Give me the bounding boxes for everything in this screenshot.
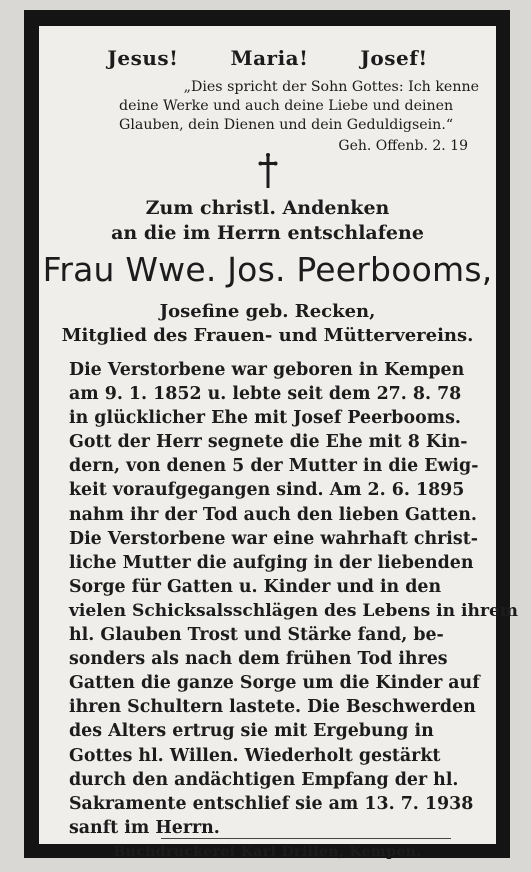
verse-reference: Geh. Offenb. 2. 19 — [338, 138, 468, 154]
biography-line: Sorge für Gatten u. Kinder und in den — [69, 576, 442, 597]
biography-line: hl. Glauben Trost und Stärke fand, be- — [69, 625, 444, 646]
divider-rule — [161, 838, 451, 839]
maiden-name-line: Josefine geb. Recken, — [159, 301, 376, 322]
biography-line: vielen Schicksalsschlägen des Lebens in ihrem — [69, 600, 518, 621]
biography-line: durch den andächtigen Empfang der hl. — [69, 769, 459, 790]
biography-line: nahm ihr der Tod auch den lieben Gatten. — [69, 504, 477, 525]
biography-line: am 9. 1. 1852 u. lebte seit dem 27. 8. 78 — [69, 384, 462, 405]
invocation-josef: Josef! — [360, 46, 428, 70]
biography-text — [69, 358, 521, 840]
membership-line: Mitglied des Frauen- und Müttervereins. — [61, 325, 474, 346]
biography-line: liche Mutter die aufging in der liebenden — [69, 552, 474, 573]
biography-line: ihren Schultern lastete. Die Beschwerden — [69, 697, 476, 718]
biography-line: dern, von denen 5 der Mutter in die Ewig- — [69, 456, 479, 477]
memorial-heading — [39, 196, 496, 246]
invocation-jesus: Jesus! — [107, 46, 179, 70]
deceased-subtitle — [39, 300, 496, 348]
bible-verse — [119, 78, 479, 135]
card-paper — [39, 26, 518, 860]
biography-line: keit voraufgegangen sind. Am 2. 6. 1895 — [69, 480, 465, 501]
biography-line: Gatten die ganze Sorge um die Kinder auf — [69, 673, 480, 694]
biography-line: Die Verstorbene war geboren in Kempen — [69, 360, 465, 380]
biography-line: Gottes hl. Willen. Wiederholt gestärkt — [69, 745, 441, 766]
biography-line: Sakramente entschlief sie am 13. 7. 1938 — [69, 793, 474, 814]
invocation-line — [39, 46, 496, 70]
mourning-card-border — [24, 10, 518, 860]
verse-line-3: Glauben, dein Dienen und dein Geduldigsein.“ — [119, 117, 454, 133]
biography-line: des Alters ertrug sie mit Ergebung in — [69, 721, 434, 742]
memorial-line-1: Zum christl. Andenken — [145, 197, 390, 219]
deceased-name: Frau Wwe. Jos. Peerbooms, — [42, 250, 493, 289]
printer-imprint: Buchdruckerei Karl Drillen, Kempen. — [113, 844, 422, 860]
verse-line-1: „Dies spricht der Sohn Gottes: Ich kenne — [183, 79, 479, 95]
biography-line: sonders als nach dem frühen Tod ihres — [69, 649, 448, 670]
verse-line-2: deine Werke und auch deine Liebe und deinen — [119, 98, 454, 114]
memorial-line-2: an die im Herrn entschlafene — [111, 222, 424, 244]
biography-line: Gott der Herr segnete die Ehe mit 8 Kin- — [69, 432, 468, 453]
biography-line: sanft im Herrn. — [69, 817, 220, 838]
invocation-maria: Maria! — [230, 46, 309, 70]
latin-cross-icon — [257, 152, 279, 190]
biography-line: Die Verstorbene war eine wahrhaft christ- — [69, 528, 478, 549]
biography-line: in glücklicher Ehe mit Josef Peerbooms. — [69, 408, 461, 429]
